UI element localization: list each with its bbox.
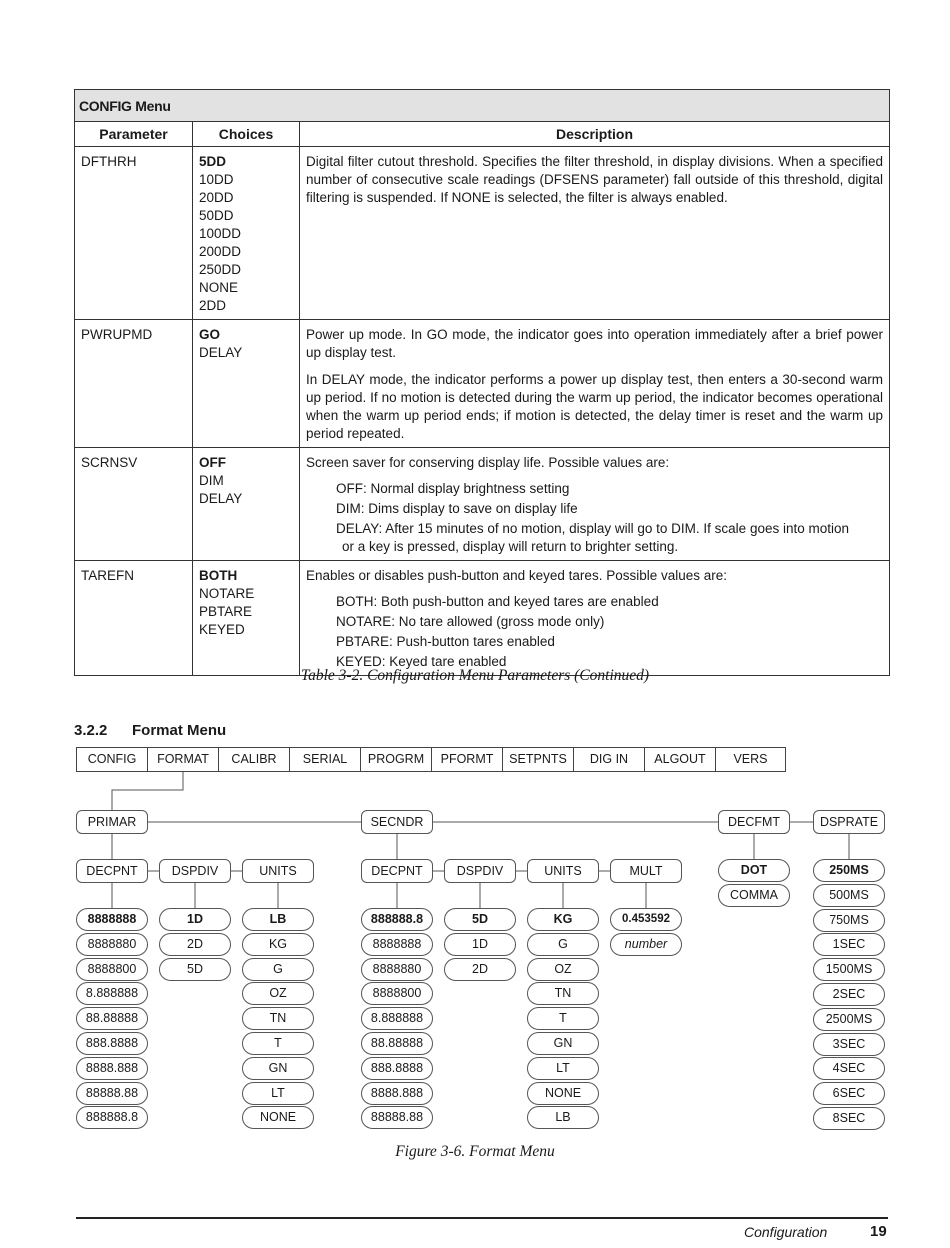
table-caption: Table 3-2. Configuration Menu Parameters (Continued) [300,667,650,684]
table-row [75,320,890,448]
node-primar-decpnt[interactable]: DECPNT [76,859,148,883]
choice: NONE [199,280,239,295]
secndr-decpnt-option[interactable]: 8888880 [361,958,433,981]
secndr-units-option[interactable]: NONE [527,1082,599,1105]
secndr-decpnt-option[interactable]: 8888.888 [361,1082,433,1105]
primar-units-option[interactable]: LB [242,908,314,931]
secndr-dspdiv-option[interactable]: 1D [444,933,516,956]
secndr-units-option[interactable]: LT [527,1057,599,1080]
dsprate-option[interactable]: 500MS [813,884,885,907]
table-row [75,561,890,676]
description-item: DIM: Dims display to save on display life [336,501,578,516]
description-item: DELAY: After 15 minutes of no motion, display will go to DIM. If scale goes into motion [336,521,849,536]
secndr-mult-option[interactable]: number [610,933,682,956]
description-text: Digital filter cutout threshold. Specifies the filter threshold, in display divisions. When a specified number of consecutive scale readings (DFSENS parameter) fall outside of this threshold, digital filtering is suspended. If NONE is selected, the filter is always enabled. [306,154,883,205]
choice: DELAY [199,491,243,506]
node-dsprate[interactable]: DSPRATE [813,810,885,834]
choice: 50DD [199,208,234,223]
param-name: PWRUPMD [75,320,193,448]
menu-setpnts[interactable]: SETPNTS [502,747,573,772]
node-primar-dspdiv[interactable]: DSPDIV [159,859,231,883]
primar-decpnt-option[interactable]: 888888.8 [76,1106,148,1129]
description-cell [300,320,890,448]
node-primar[interactable]: PRIMAR [76,810,148,834]
description-item: NOTARE: No tare allowed (gross mode only) [336,614,605,629]
header-parameter: Parameter [75,122,193,147]
primar-dspdiv-option[interactable]: 1D [159,908,231,931]
secndr-decpnt-option[interactable]: 8.888888 [361,1007,433,1030]
header-description: Description [300,122,890,147]
choice: 250DD [199,262,242,277]
description-text: In DELAY mode, the indicator performs a power up display test, then enters a 30-second warm up period. If no motion is detected during the warm up period, the indicator becomes operational when the warm up period ends; if motion is detected, the delay timer is reset and the warm up period repeated. [306,372,883,441]
table-row [75,147,890,320]
choices-cell [193,320,300,448]
choices-cell [193,448,300,561]
choice: PBTARE [199,604,253,619]
table-title: CONFIG Menu [75,90,890,122]
param-name: TAREFN [75,561,193,676]
primar-units-option[interactable]: TN [242,1007,314,1030]
description-item: PBTARE: Push-button tares enabled [336,634,555,649]
secndr-units-option[interactable]: G [527,933,599,956]
primar-dspdiv-option[interactable]: 5D [159,958,231,981]
section-number: 3.2.2 [74,722,108,739]
dsprate-option[interactable]: 1SEC [813,933,885,956]
description-lead: Screen saver for conserving display life. Possible values are: [306,455,670,470]
primar-units-option[interactable]: NONE [242,1106,314,1129]
choices-cell [193,147,300,320]
menu-format[interactable]: FORMAT [147,747,218,772]
choice-default: 5DD [199,154,227,169]
dsprate-option[interactable]: 2500MS [813,1008,885,1031]
primar-decpnt-option[interactable]: 8888800 [76,958,148,981]
primar-dspdiv-option[interactable]: 2D [159,933,231,956]
primar-decpnt-option[interactable]: 88.88888 [76,1007,148,1030]
choice-default: BOTH [199,568,238,583]
node-primar-units[interactable]: UNITS [242,859,314,883]
primar-units-option[interactable]: KG [242,933,314,956]
primar-decpnt-option[interactable]: 8888.888 [76,1057,148,1080]
choice: 100DD [199,226,242,241]
description-item: BOTH: Both push-button and keyed tares are enabled [336,594,659,609]
decfmt-option[interactable]: COMMA [718,884,790,907]
dsprate-option[interactable]: 3SEC [813,1033,885,1056]
primar-units-option[interactable]: G [242,958,314,981]
secndr-units-option[interactable]: GN [527,1032,599,1055]
node-secndr-units[interactable]: UNITS [527,859,599,883]
menu-dig-in[interactable]: DIG IN [573,747,644,772]
description-cell [300,147,890,320]
primar-decpnt-option[interactable]: 88888.88 [76,1082,148,1105]
primar-decpnt-option[interactable]: 888.8888 [76,1032,148,1055]
description-text: Power up mode. In GO mode, the indicator goes into operation immediately after a brief power up display test. [306,327,883,360]
primar-units-option[interactable]: GN [242,1057,314,1080]
primar-units-option[interactable]: T [242,1032,314,1055]
secndr-decpnt-option[interactable]: 8888888 [361,933,433,956]
dsprate-option[interactable]: 4SEC [813,1057,885,1080]
page-number: 19 [870,1223,887,1240]
primar-decpnt-option[interactable]: 8.888888 [76,982,148,1005]
choice: 10DD [199,172,234,187]
secndr-decpnt-option[interactable]: 8888800 [361,982,433,1005]
description-lead: Enables or disables push-button and keyed tares. Possible values are: [306,568,728,583]
menu-serial[interactable]: SERIAL [289,747,360,772]
node-secndr[interactable]: SECNDR [361,810,433,834]
choice: NOTARE [199,586,255,601]
node-secndr-dspdiv[interactable]: DSPDIV [444,859,516,883]
param-name: DFTHRH [75,147,193,320]
dsprate-option[interactable]: 2SEC [813,983,885,1006]
secndr-units-option[interactable]: OZ [527,958,599,981]
dsprate-option[interactable]: 1500MS [813,958,885,981]
choice: 200DD [199,244,242,259]
choice-default: GO [199,327,221,342]
secndr-units-option[interactable]: LB [527,1106,599,1129]
secndr-decpnt-option[interactable]: 88.88888 [361,1032,433,1055]
figure-caption: Figure 3-6. Format Menu [395,1143,555,1160]
section-title: Format Menu [132,722,227,739]
node-secndr-decpnt[interactable]: DECPNT [361,859,433,883]
menu-progrm[interactable]: PROGRM [360,747,431,772]
menu-algout[interactable]: ALGOUT [644,747,715,772]
primar-decpnt-option[interactable]: 8888880 [76,933,148,956]
primar-units-option[interactable]: LT [242,1082,314,1105]
primar-units-option[interactable]: OZ [242,982,314,1005]
menu-vers[interactable]: VERS [715,747,786,772]
secndr-units-option[interactable]: TN [527,982,599,1005]
table-row [75,448,890,561]
choice: 2DD [199,298,227,313]
secndr-decpnt-option[interactable]: 88888.88 [361,1106,433,1129]
choice: DELAY [199,345,243,360]
param-name: SCRNSV [75,448,193,561]
section-heading [74,722,226,739]
node-secndr-mult[interactable]: MULT [610,859,682,883]
secndr-units-option[interactable]: T [527,1007,599,1030]
dsprate-option[interactable]: 750MS [813,909,885,932]
secndr-mult-option[interactable]: 0.453592 [610,908,682,931]
description-item: or a key is pressed, display will return to brighter setting. [342,539,679,554]
menu-calibr[interactable]: CALIBR [218,747,289,772]
footer-rule [76,1217,888,1219]
menu-config[interactable]: CONFIG [76,747,147,772]
secndr-dspdiv-option[interactable]: 5D [444,908,516,931]
secndr-units-option[interactable]: KG [527,908,599,931]
description-item: KEYED: Keyed tare enabled [336,654,507,669]
dsprate-option[interactable]: 250MS [813,859,885,882]
choice: 20DD [199,190,234,205]
description-item: OFF: Normal display brightness setting [336,481,570,496]
secndr-decpnt-option[interactable]: 888.8888 [361,1057,433,1080]
description-cell [300,448,890,561]
footer-label: Configuration [744,1224,828,1240]
primar-decpnt-option[interactable]: 8888888 [76,908,148,931]
dsprate-option[interactable]: 6SEC [813,1082,885,1105]
config-menu-table [74,89,890,676]
decfmt-option[interactable]: DOT [718,859,790,882]
secndr-decpnt-option[interactable]: 888888.8 [361,908,433,931]
secndr-dspdiv-option[interactable]: 2D [444,958,516,981]
choice-default: OFF [199,455,226,470]
header-choices: Choices [193,122,300,147]
dsprate-option[interactable]: 8SEC [813,1107,885,1130]
choice: KEYED [199,622,245,637]
node-decfmt[interactable]: DECFMT [718,810,790,834]
top-menu-bar [76,747,786,772]
choice: DIM [199,473,224,488]
menu-pformt[interactable]: PFORMT [431,747,502,772]
description-cell [300,561,890,676]
choices-cell [193,561,300,676]
